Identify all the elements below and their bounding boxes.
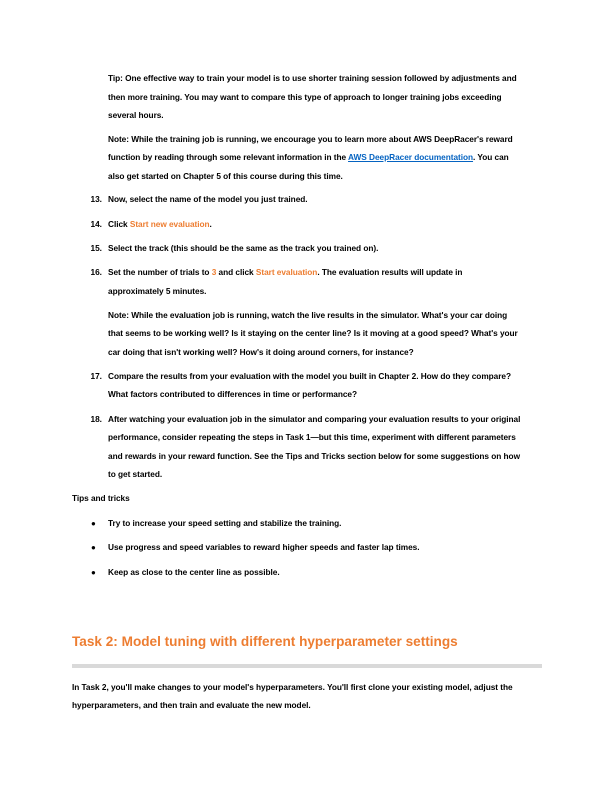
bullet-icon: ● <box>91 568 96 577</box>
tip-label: Tip: <box>108 73 123 83</box>
step-16-line-1 <box>108 267 462 278</box>
step-16-number: 16. <box>90 267 102 277</box>
note2-line-3: car doing that isn't working well? How's it doing around corners, for instance? <box>108 347 414 357</box>
tips-item-2: Use progress and speed variables to reward higher speeds and faster lap times. <box>108 542 420 552</box>
step-18-line-2: performance, consider repeating the steps in Task 1—but this time, experiment with different parameters <box>108 432 516 442</box>
step-18-line-1: After watching your evaluation job in the simulator and comparing your evaluation results to your original <box>108 414 521 424</box>
note1-line-2 <box>108 152 509 163</box>
tip-line-3: several hours. <box>108 110 164 120</box>
start-new-evaluation-action: Start new evaluation <box>129 219 210 229</box>
step-15-text: Select the track (this should be the same as the track you trained on). <box>108 243 379 253</box>
aws-deepracer-documentation-link[interactable]: AWS DeepRacer documentation <box>348 152 474 162</box>
note1-line-1 <box>108 134 513 145</box>
step-16-pre: Set the number of trials to <box>108 267 212 277</box>
task2-line-1: In Task 2, you'll make changes to your model's hyperparameters. You'll first clone your existing model, adjust the <box>72 682 513 692</box>
tip-line-2: then more training. You may want to compare this type of approach to longer training jobs exceeding <box>108 92 502 102</box>
step-14-post: . <box>209 219 212 229</box>
note1-line-2-pre: function by reading through some relevant information in the <box>108 152 349 162</box>
step-15-number: 15. <box>90 243 102 253</box>
tip-text: One effective way to train your model is to use shorter training session followed by adjustments and <box>125 73 517 83</box>
step-16-mid: and click <box>216 267 256 277</box>
trials-value: 3 <box>211 267 217 277</box>
start-evaluation-action: Start evaluation <box>255 267 318 277</box>
note2-text: While the evaluation job is running, watch the live results in the simulator. What's your car doing <box>131 310 508 320</box>
step-18-line-4: to get started. <box>108 469 163 479</box>
tips-item-3: Keep as close to the center line as possible. <box>108 567 280 577</box>
step-17-line-2: What factors contributed to differences in time or performance? <box>108 389 358 399</box>
step-18-line-3: and rewards in your reward function. See the Tips and Tricks section below for some suggestions on how <box>108 451 520 461</box>
note1-label: Note: <box>108 134 129 144</box>
note1-line-2-post: . You can <box>473 152 509 162</box>
bullet-icon: ● <box>91 543 96 552</box>
step-18-number: 18. <box>90 414 102 424</box>
bullet-icon: ● <box>91 519 96 528</box>
step-13-number: 13. <box>90 194 102 204</box>
step-17-line-1: Compare the results from your evaluation with the model you built in Chapter 2. How do they compare? <box>108 371 511 381</box>
task2-heading: Task 2: Model tuning with different hyperparameter settings <box>72 634 458 649</box>
step-14-pre: Click <box>108 219 130 229</box>
task2-line-2: hyperparameters, and then train and evaluate the new model. <box>72 700 311 710</box>
tip-line-1 <box>108 73 517 84</box>
tips-and-tricks-heading: Tips and tricks <box>72 493 130 503</box>
step-14-text <box>108 219 212 230</box>
step-16-line-2: approximately 5 minutes. <box>108 286 207 296</box>
tips-item-1: Try to increase your speed setting and stabilize the training. <box>108 518 342 528</box>
step-17-number: 17. <box>90 371 102 381</box>
step-14-number: 14. <box>90 219 102 229</box>
note1-text: While the training job is running, we encourage you to learn more about AWS DeepRacer's reward <box>131 134 513 144</box>
note2-label: Note: <box>108 310 129 320</box>
step-16-post: . The evaluation results will update in <box>317 267 463 277</box>
step-13-text: Now, select the name of the model you just trained. <box>108 194 308 204</box>
note2-line-2: that seems to be working well? Is it staying on the center line? Is it moving at a good speed? What's your <box>108 328 518 338</box>
heading-rule <box>72 664 542 668</box>
note2-line-1 <box>108 310 507 321</box>
note1-line-3: also get started on Chapter 5 of this course during this time. <box>108 171 343 181</box>
